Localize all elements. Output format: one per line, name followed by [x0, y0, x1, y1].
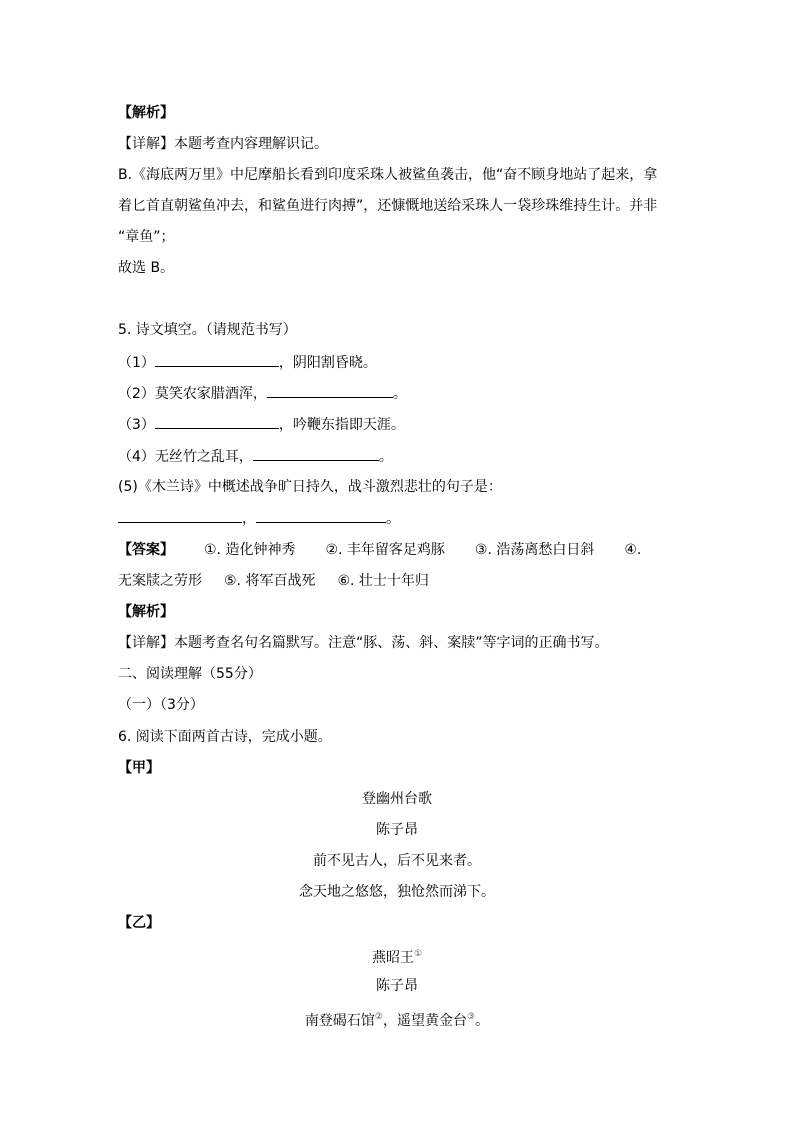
poem-b-label: 【乙】	[118, 915, 160, 931]
item-number: （1）	[118, 355, 155, 371]
answer-1: ①. 造化钟神秀	[204, 542, 296, 558]
item-number: （3）	[118, 417, 155, 433]
item-sep: ，	[242, 511, 256, 527]
q4-conclusion: 故选 B。	[118, 260, 175, 276]
item-end: 。	[386, 511, 400, 527]
item-text: ，吟鞭东指即天涯。	[278, 417, 405, 433]
answer-4-cont: 无案牍之劳形	[118, 573, 202, 589]
q5-detail: 【详解】本题考查名句名篇默写。注意“豚、荡、斜、案牍”等字词的正确书写。	[118, 635, 609, 651]
poem-a-author: 陈子昂	[376, 822, 418, 838]
q5-item-5: (5)《木兰诗》中概述战争旷日持久，战斗激烈悲壮的句子是：	[118, 479, 502, 495]
q4-explain-line-2: 着匕首直朝鲨鱼冲去，和鲨鱼进行肉搏”，还慷慨地送给采珠人一袋珍珠维持生计。并非	[118, 198, 658, 214]
q5-item-5-blanks	[118, 508, 400, 529]
footnote-marker: ①	[413, 949, 423, 959]
fill-blank[interactable]	[267, 383, 393, 398]
answer-6: ⑥. 壮士十年归	[337, 573, 429, 589]
q5-answer-line-2	[118, 571, 429, 591]
poem-a-line-1: 前不见古人，后不见来者。	[313, 853, 481, 869]
section-2-title: 二、阅读理解（55分）	[118, 666, 262, 682]
item-text: （4）无丝竹之乱耳，	[118, 449, 253, 465]
section-2-sub: （一）（3分）	[118, 697, 204, 713]
q5-item-4	[118, 446, 393, 467]
q4-explain-line-1: B.《海底两万里》中尼摩船长看到印度采珠人被鲨鱼袭击，他“奋不顾身地站了起来，拿	[118, 167, 658, 183]
q5-item-2	[118, 383, 407, 404]
poem-b-title-text: 燕昭王	[371, 950, 414, 966]
answer-label: 【答案】	[118, 542, 174, 558]
poem-b-line-1	[0, 1007, 794, 1031]
q6-title: 6. 阅读下面两首古诗，完成小题。	[118, 729, 332, 745]
item-text: ，阴阳割昏晓。	[278, 355, 377, 371]
footnote-marker: ②	[374, 1012, 383, 1022]
poem-b-line-1a: 南登碣石馆	[304, 1013, 375, 1029]
poem-b-line-1b: ，遥望黄金台	[383, 1013, 467, 1029]
q4-explain-line-3: “章鱼”；	[118, 229, 175, 245]
item-end: 。	[378, 449, 393, 465]
footnote-marker: ③	[467, 1012, 476, 1022]
answer-4: ④.	[624, 542, 642, 558]
fill-blank[interactable]	[155, 414, 279, 429]
item-text: （2）莫笑农家腊酒浑，	[118, 386, 267, 402]
fill-blank[interactable]	[253, 446, 379, 461]
q4-detail: 【详解】本题考查内容理解识记。	[118, 136, 328, 152]
fill-blank[interactable]	[118, 508, 242, 523]
q5-answer-line	[118, 540, 641, 560]
poem-a-line-2: 念天地之悠悠，独怆然而涕下。	[299, 884, 495, 900]
fill-blank[interactable]	[256, 508, 386, 523]
answer-3: ③. 浩荡离愁白日斜	[474, 542, 595, 558]
q4-analysis-header: 【解析】	[118, 105, 174, 121]
poem-b-line-1-end: 。	[475, 1013, 490, 1029]
q5-item-1	[118, 352, 377, 373]
poem-a-label: 【甲】	[118, 760, 160, 776]
q5-title: 5. 诗文填空。（请规范书写）	[118, 322, 297, 338]
poem-a-title: 登幽州台歌	[362, 791, 432, 807]
fill-blank[interactable]	[155, 352, 279, 367]
q5-analysis-header: 【解析】	[118, 604, 174, 620]
answer-2: ②. 丰年留客足鸡豚	[325, 542, 445, 558]
answer-5: ⑤. 将军百战死	[224, 573, 316, 589]
poem-b-title	[0, 944, 794, 968]
item-end: 。	[392, 386, 407, 402]
q5-item-3	[118, 414, 405, 435]
poem-b-author: 陈子昂	[376, 978, 418, 994]
